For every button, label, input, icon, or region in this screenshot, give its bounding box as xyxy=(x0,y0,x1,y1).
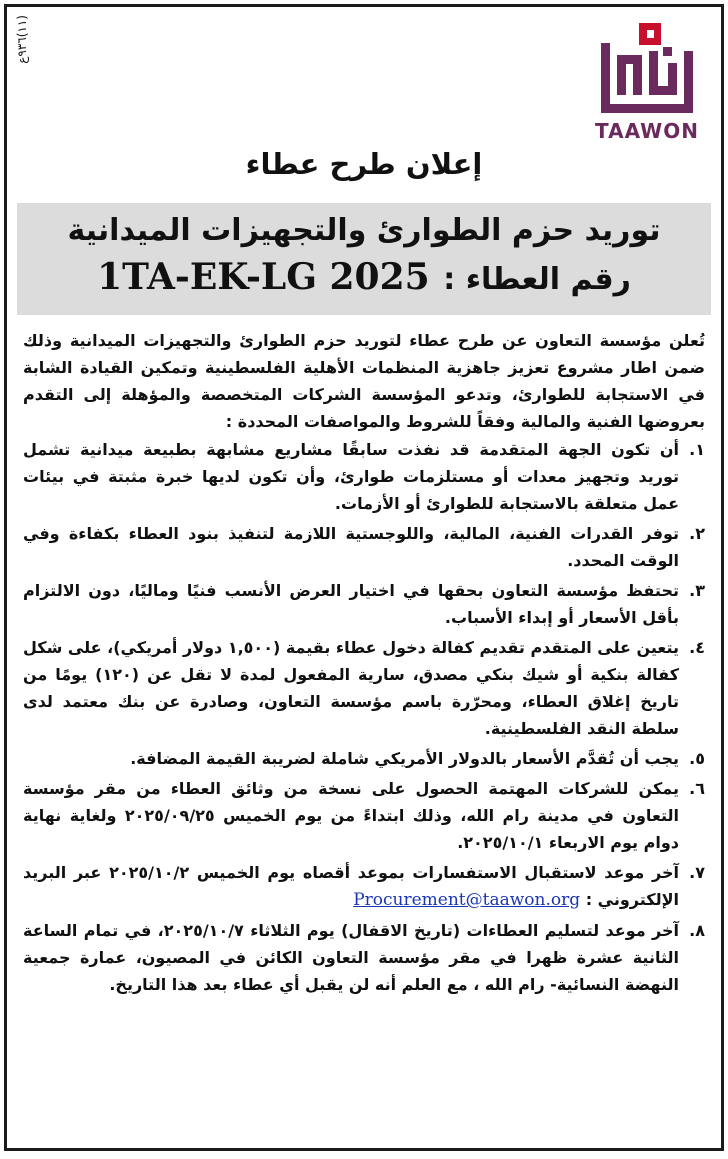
condition-item xyxy=(23,775,705,856)
condition-number: ٦. xyxy=(689,779,705,798)
condition-item xyxy=(23,520,705,574)
tender-announcement-page xyxy=(4,4,724,1151)
tender-title-band xyxy=(17,203,711,315)
tender-title: توريد حزم الطوارئ والتجهيزات الميدانية xyxy=(67,213,661,248)
announcement-heading: إعلان طرح عطاء xyxy=(245,147,483,181)
tender-number-label: رقم العطاء : xyxy=(443,262,631,297)
condition-text: يمكن للشركات المهتمة الحصول على نسخة من وثائق العطاء من مقر مؤسسة التعاون في مدينة رام الله، وذلك ابتداءً من يوم الخميس ٢٠٢٥/٠٩/٢٥ ولغاية نهاية دوام يوم الاربعاء ٢٠٢٥/١٠/١. xyxy=(23,779,679,852)
condition-number: ١. xyxy=(689,440,705,459)
condition-text: آخر موعد لتسليم العطاءات (تاريخ الاقفال) يوم الثلاثاء ٢٠٢٥/١٠/٧، في تمام الساعة الثانية عشرة ظهرا في مقر مؤسسة التعاون الكائن في المصيون، عمارة جمعية النهضة النسائية- رام الله ، مع العلم أنه لن يقبل أي عطاء بعد هذا التاريخ. xyxy=(23,921,680,994)
conditions-list xyxy=(23,436,705,998)
condition-item xyxy=(23,577,705,631)
condition-number: ٥. xyxy=(689,749,705,768)
condition-text: يجب أن تُقدَّم الأسعار بالدولار الأمريكي شاملة لضريبة القيمة المضافة. xyxy=(130,749,679,768)
tender-number-line xyxy=(17,256,711,298)
condition-item xyxy=(23,745,705,772)
announcement-body xyxy=(23,327,705,1001)
condition-number: ٣. xyxy=(689,581,705,600)
taawon-logo xyxy=(591,21,703,143)
condition-number: ٨. xyxy=(689,921,705,940)
tender-number: 1TA-EK-LG 2025 xyxy=(97,256,430,298)
condition-number: ٢. xyxy=(689,524,705,543)
condition-text-wrap xyxy=(23,859,679,914)
condition-number: ٧. xyxy=(689,863,705,882)
condition-text: تحتفظ مؤسسة التعاون بحقها في اختيار العرض الأنسب فنيًا وماليًا، دون الالتزام بأقل الأسعار أو إبداء الأسباب. xyxy=(23,581,679,627)
condition-item xyxy=(23,634,705,742)
condition-item xyxy=(23,436,705,517)
condition-text: أن تكون الجهة المتقدمة قد نفذت سابقًا مشاريع مشابهة بطبيعة ميدانية تشمل توريد وتجهيز معدات أو مستلزمات طوارئ، وأن تكون لديها خبرة مثبتة في بيئات عمل متعلقة بالاستجابة للطوارئ أو الأزمات. xyxy=(23,440,679,513)
taawon-logo-mark xyxy=(597,21,697,117)
condition-item xyxy=(23,859,705,914)
condition-text: توفر القدرات الفنية، المالية، واللوجستية اللازمة لتنفيذ بنود العطاء بكفاءة وفي الوقت المحدد. xyxy=(23,524,679,570)
procurement-email-link[interactable]: Procurement@taawon.org xyxy=(353,890,581,910)
taawon-logo-text: TAAWON xyxy=(595,119,699,143)
condition-text: آخر موعد لاستقبال الاستفسارات بموعد أقصاه يوم الخميس ٢٠٢٥/١٠/٢ عبر البريد الإلكتروني : xyxy=(23,863,680,909)
condition-item xyxy=(23,917,705,998)
ad-reference-code: (١١)٩٣٦ع xyxy=(15,15,29,64)
intro-paragraph: تُعلن مؤسسة التعاون عن طرح عطاء لتوريد حزم الطوارئ والتجهيزات الميدانية وذلك ضمن اطار مشروع تعزيز جاهزية المنظمات الأهلية الفلسطينية وتمكين القيادة الشابة في الاستجابة للطوارئ، وتدعو المؤسسة الشركات المتخصصة والمؤهلة إلى التقدم بعروضها الفنية والمالية وفقاً للشروط والمواصفات المحددة : xyxy=(23,331,705,431)
condition-text: يتعين على المتقدم تقديم كفالة دخول عطاء بقيمة (١,٥٠٠ دولار أمريكي)، على شكل كفالة بنكية أو شيك بنكي مصدق، سارية المفعول لمدة لا تقل عن (١٢٠) يومًا من تاريخ إغلاق العطاء، ومحرّرة باسم مؤسسة التعاون، وصادرة عن بنك معتمد لدى سلطة النقد الفلسطينية. xyxy=(23,638,679,738)
condition-number: ٤. xyxy=(689,638,705,657)
